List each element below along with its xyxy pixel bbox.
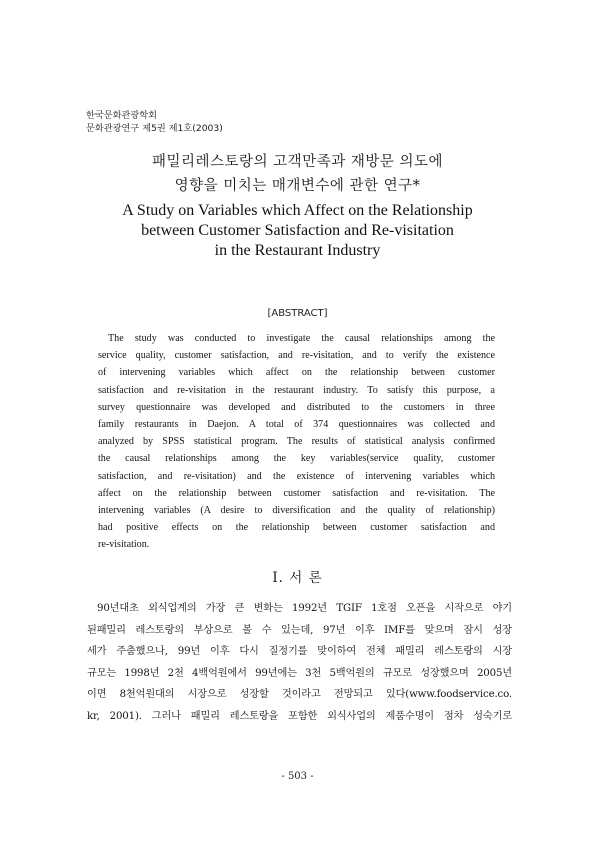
abstract-line: The study was conducted to investigate the causal relationships among the xyxy=(108,333,495,344)
abstract-body xyxy=(98,330,495,554)
section-heading-introduction: I. 서 론 xyxy=(272,570,323,586)
english-title-line-1: A Study on Variables which Affect on the Relationship xyxy=(122,202,473,219)
abstract-line: the causal relationships among the key variables(service quality, customer xyxy=(98,453,495,465)
introduction-line: 세가 주춤했으나, 99년 이후 다시 질정기를 맞이하여 전체 패밀리 레스토랑의 시장 xyxy=(87,646,512,658)
abstract-line: intervening variables (A desire to diversification and the quality of relationship) xyxy=(98,505,495,517)
abstract-line: had positive effects on the relationship between customer satisfaction and xyxy=(98,522,495,534)
abstract-line: service quality, customer satisfaction, and re-visitation, and to verify the existence xyxy=(98,350,495,362)
abstract-line: satisfaction, and re-visitation) and the existence of intervening variables which xyxy=(98,470,495,482)
introduction-line: 이면 8천억원대의 시장으로 성장할 것이라고 전망되고 있다(www.foodservice.co. xyxy=(87,689,512,701)
society-name: 한국문화관광학회 xyxy=(86,110,158,121)
abstract-line: satisfaction and re-visitation in the restaurant industry. To satisfy this purpose, a xyxy=(98,384,495,396)
page-number: - 503 - xyxy=(281,771,314,782)
abstract-heading: [ABSTRACT] xyxy=(267,308,328,319)
abstract-line: of intervening variables which affect on the relationship between customer xyxy=(98,367,495,379)
journal-header xyxy=(86,109,223,135)
introduction-line: 된패밀리 레스토랑의 부상으로 볼 수 있는데, 97년 이후 IMF를 맞으며 잠시 성장 xyxy=(87,624,512,636)
abstract-line: affect on the relationship between customer satisfaction and re-visitation. The xyxy=(98,487,495,499)
english-title xyxy=(0,201,595,261)
abstract-line: analyzed by SPSS statistical program. The results of statistical analysis confirmed xyxy=(98,436,495,448)
introduction-line: kr, 2001). 그러나 패밀리 레스토랑을 포함한 외식사업의 제품수명이 점차 성숙기로 xyxy=(87,710,512,722)
introduction-line: 90년대초 외식업계의 가장 큰 변화는 1992년 TGIF 1호점 오픈을 시작으로 야기 xyxy=(97,603,512,614)
introduction-line: 규모는 1998년 2천 4백억원에서 99년에는 3천 5백억원의 규모로 성장했으며 2005년 xyxy=(87,667,512,679)
introduction-body xyxy=(87,598,512,728)
abstract-line: survey questionnaire was developed and distributed to the customers in three xyxy=(98,401,495,413)
abstract-line: re-visitation. xyxy=(98,539,150,551)
english-title-line-2: between Customer Satisfaction and Re-visitation xyxy=(141,222,454,239)
english-title-line-3: in the Restaurant Industry xyxy=(214,242,381,259)
korean-title-line-1: 패밀리레스토랑의 고객만족과 재방문 의도에 xyxy=(152,154,443,170)
korean-title xyxy=(0,150,595,198)
volume-info: 문화관광연구 제5권 제1호(2003) xyxy=(86,123,223,134)
korean-title-line-2: 영향을 미치는 매개변수에 관한 연구* xyxy=(174,178,421,194)
abstract-line: family restaurants in Daejon. A total of 374 questionnaires was collected and xyxy=(98,419,495,431)
